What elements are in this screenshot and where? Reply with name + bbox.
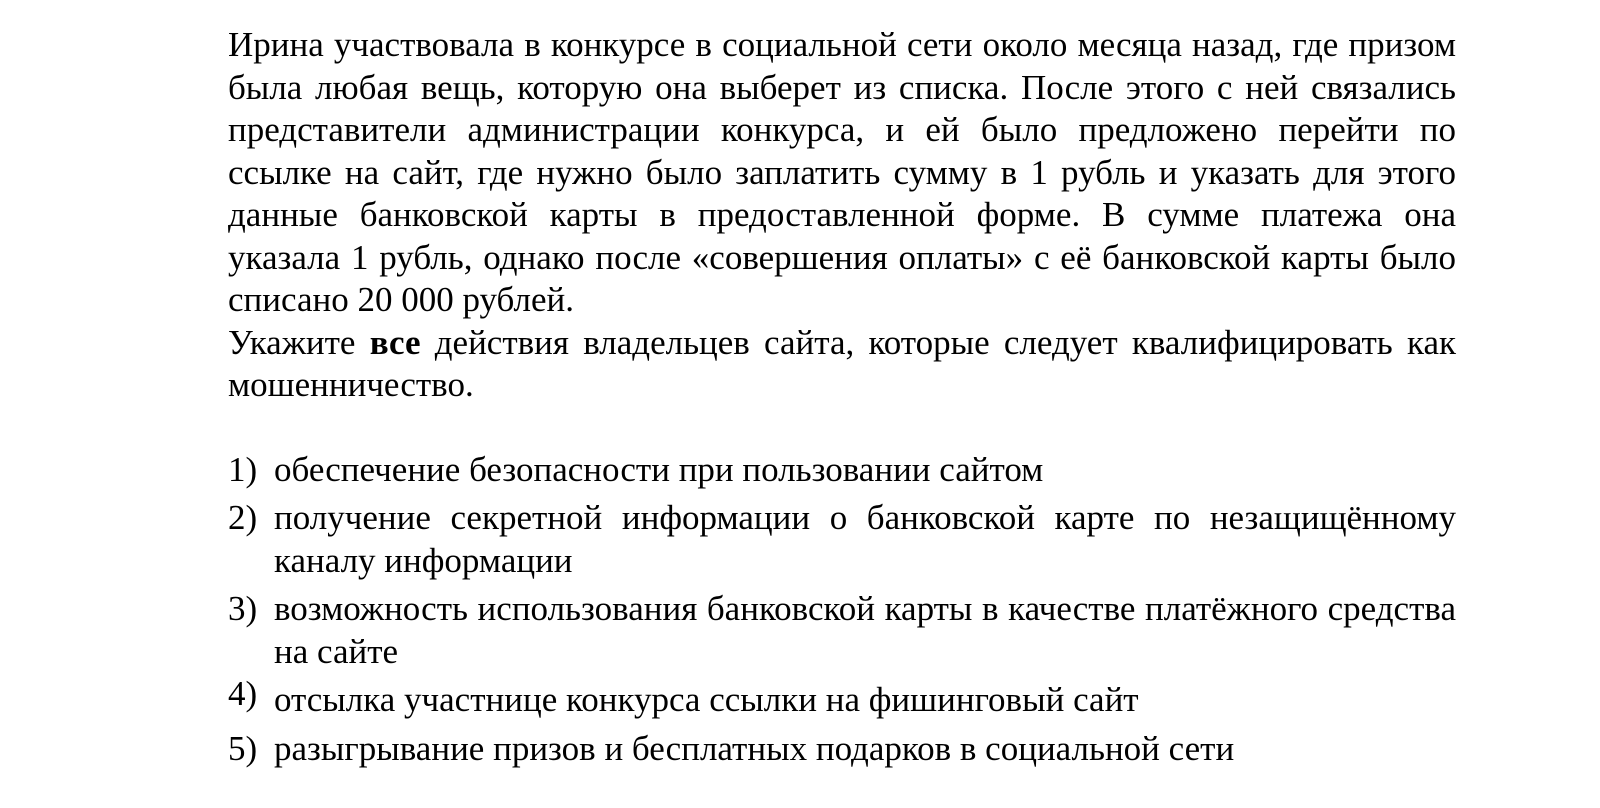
answer-option-4 (228, 674, 1456, 722)
option-number: 3) (228, 589, 258, 628)
option-number: 5) (228, 728, 258, 768)
question-emphasis: все (369, 322, 421, 362)
option-number: 1) (228, 449, 258, 489)
answer-option-1 (228, 449, 1456, 492)
question-prefix: Укажите (228, 322, 370, 362)
answer-option-5 (228, 728, 1456, 771)
answer-option-2 (228, 497, 1456, 582)
question-suffix: действия владельцев сайта, которые следует квалифицировать как мошенничество. (228, 322, 1456, 404)
answer-options-list (228, 449, 1456, 771)
option-number: 2) (228, 498, 258, 537)
option-text: отсылка участнице конкурса ссылки на фишинговый сайт (274, 680, 1139, 719)
option-number: 4) (228, 674, 258, 713)
task-question (228, 322, 1456, 407)
option-text: обеспечение безопасности при пользовании сайтом (274, 449, 1044, 489)
option-text: возможность использования банковской карты в качестве платёжного средства на сайте (274, 589, 1456, 671)
task-scenario-paragraph: Ирина участвовала в конкурсе в социальной сети около месяца назад, где призом была любая вещь, которую она выберет из списка. После этого с ней связались представители администрации конкурса, и ей было предложено перейти по ссылке на сайт, где нужно было заплатить сумму в 1 рубль и указать для этого данные банковской карты в предоставленной форме. В сумме платежа она указала 1 рубль, однако после «совершения оплаты» с её банковской карты было списано 20 000 рублей. (228, 25, 1456, 319)
answer-option-3 (228, 588, 1456, 673)
task-document (228, 24, 1456, 776)
option-text: разыгрывание призов и бесплатных подарков в социальной сети (274, 728, 1235, 768)
option-text: получение секретной информации о банковской карте по незащищённому каналу информации (274, 498, 1456, 580)
